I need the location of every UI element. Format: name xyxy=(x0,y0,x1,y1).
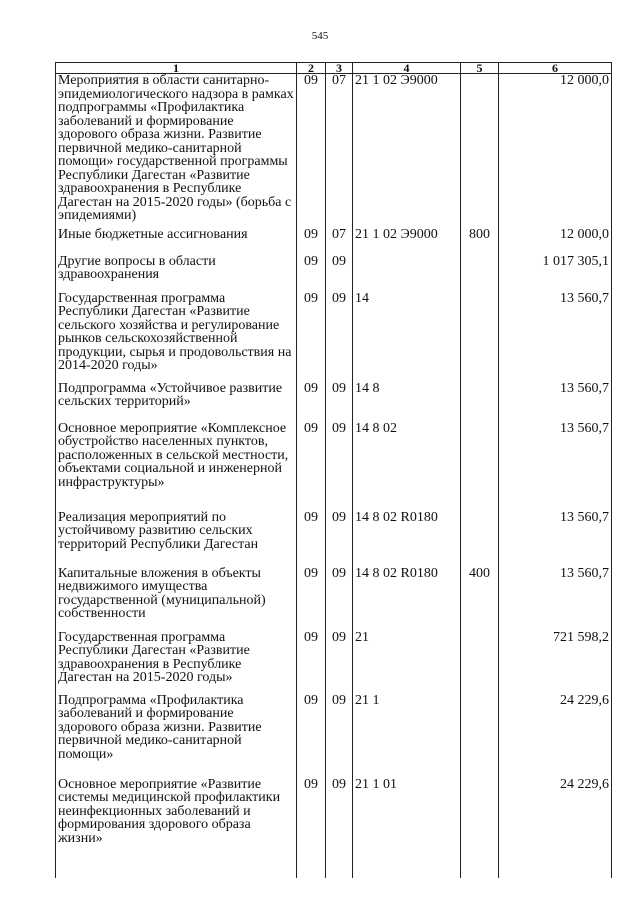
row-section: 09 xyxy=(297,74,326,228)
budget-table xyxy=(55,62,612,878)
row-subsection: 09 xyxy=(326,511,353,567)
column-header-section: 2 xyxy=(297,63,326,74)
table-row xyxy=(56,74,612,228)
row-section: 09 xyxy=(297,382,326,422)
row-name: Подпрограмма «Устойчивое развитие сельских территорий» xyxy=(56,382,297,422)
row-section: 09 xyxy=(297,778,326,878)
row-target-article: 14 8 02 R0180 xyxy=(353,511,461,567)
row-subsection: 07 xyxy=(326,228,353,255)
row-target-article: 21 1 02 Э9000 xyxy=(353,74,461,228)
row-target-article: 14 8 xyxy=(353,382,461,422)
row-subsection: 09 xyxy=(326,567,353,631)
row-name: Государственная программа Республики Дагестан «Развитие сельского хозяйства и регулирование рынков сельскохозяйственной продукции, сырья и продовольствия на 2014-2020 годы» xyxy=(56,292,297,382)
row-target-article: 21 1 02 Э9000 xyxy=(353,228,461,255)
column-header-expense-type: 5 xyxy=(461,63,499,74)
row-name: Реализация мероприятий по устойчивому развитию сельских территорий Республики Дагестан xyxy=(56,511,297,567)
column-header-subsection: 3 xyxy=(326,63,353,74)
row-section: 09 xyxy=(297,228,326,255)
row-subsection: 09 xyxy=(326,382,353,422)
row-amount: 13 560,7 xyxy=(499,382,612,422)
row-expense-type xyxy=(461,511,499,567)
row-expense-type xyxy=(461,255,499,292)
row-amount: 1 017 305,1 xyxy=(499,255,612,292)
row-section: 09 xyxy=(297,422,326,511)
table-row xyxy=(56,382,612,422)
table-row xyxy=(56,228,612,255)
row-name: Мероприятия в области санитарно-эпидемиологического надзора в рамках подпрограммы «Профилактика заболеваний и формирование здорового образа жизни. Развитие первичной медико-санитарной помощи» государственной программы Республики Дагестан «Развитие здравоохранения в Республике Дагестан на 2015-2020 годы» (борьба с эпидемиями) xyxy=(56,74,297,228)
row-expense-type xyxy=(461,778,499,878)
row-expense-type xyxy=(461,422,499,511)
row-section: 09 xyxy=(297,255,326,292)
row-section: 09 xyxy=(297,631,326,694)
row-section: 09 xyxy=(297,694,326,778)
row-subsection: 09 xyxy=(326,292,353,382)
row-expense-type xyxy=(461,74,499,228)
row-target-article: 21 1 xyxy=(353,694,461,778)
row-subsection: 09 xyxy=(326,778,353,878)
column-header-name: 1 xyxy=(56,63,297,74)
row-section: 09 xyxy=(297,292,326,382)
row-expense-type xyxy=(461,694,499,778)
row-target-article: 14 8 02 R0180 xyxy=(353,567,461,631)
row-name: Основное мероприятие «Развитие системы медицинской профилактики неинфекционных заболеваний и формирования здорового образа жизни» xyxy=(56,778,297,878)
table-row xyxy=(56,567,612,631)
row-amount: 12 000,0 xyxy=(499,228,612,255)
table-row xyxy=(56,778,612,878)
row-amount: 12 000,0 xyxy=(499,74,612,228)
row-name: Капитальные вложения в объекты недвижимого имущества государственной (муниципальной) собственности xyxy=(56,567,297,631)
row-target-article: 14 8 02 xyxy=(353,422,461,511)
table-row xyxy=(56,511,612,567)
table-header-row xyxy=(56,63,612,74)
row-name: Основное мероприятие «Комплексное обустройство населенных пунктов, расположенных в сельской местности, объектами социальной и инженерной инфраструктуры» xyxy=(56,422,297,511)
row-subsection: 09 xyxy=(326,422,353,511)
row-amount: 24 229,6 xyxy=(499,778,612,878)
row-amount: 13 560,7 xyxy=(499,567,612,631)
table-row xyxy=(56,631,612,694)
row-subsection: 09 xyxy=(326,631,353,694)
page-number: 545 xyxy=(311,30,329,42)
row-expense-type: 400 xyxy=(461,567,499,631)
column-header-target-article: 4 xyxy=(353,63,461,74)
row-section: 09 xyxy=(297,567,326,631)
row-amount: 721 598,2 xyxy=(499,631,612,694)
row-name: Другие вопросы в области здравоохранения xyxy=(56,255,297,292)
row-amount: 13 560,7 xyxy=(499,292,612,382)
row-expense-type: 800 xyxy=(461,228,499,255)
row-target-article: 14 xyxy=(353,292,461,382)
table-row xyxy=(56,694,612,778)
table-row xyxy=(56,292,612,382)
row-amount: 24 229,6 xyxy=(499,694,612,778)
row-name: Подпрограмма «Профилактика заболеваний и формирование здорового образа жизни. Развитие первичной медико-санитарной помощи» xyxy=(56,694,297,778)
table-row xyxy=(56,255,612,292)
column-header-amount: 6 xyxy=(499,63,612,74)
row-expense-type xyxy=(461,631,499,694)
row-section: 09 xyxy=(297,511,326,567)
row-subsection: 09 xyxy=(326,255,353,292)
row-name: Государственная программа Республики Дагестан «Развитие здравоохранения в Республике Дагестан на 2015-2020 годы» xyxy=(56,631,297,694)
row-subsection: 09 xyxy=(326,694,353,778)
row-expense-type xyxy=(461,382,499,422)
row-amount: 13 560,7 xyxy=(499,511,612,567)
row-target-article: 21 xyxy=(353,631,461,694)
row-subsection: 07 xyxy=(326,74,353,228)
row-name: Иные бюджетные ассигнования xyxy=(56,228,297,255)
table-row xyxy=(56,422,612,511)
row-amount: 13 560,7 xyxy=(499,422,612,511)
row-expense-type xyxy=(461,292,499,382)
row-target-article xyxy=(353,255,461,292)
row-target-article: 21 1 01 xyxy=(353,778,461,878)
